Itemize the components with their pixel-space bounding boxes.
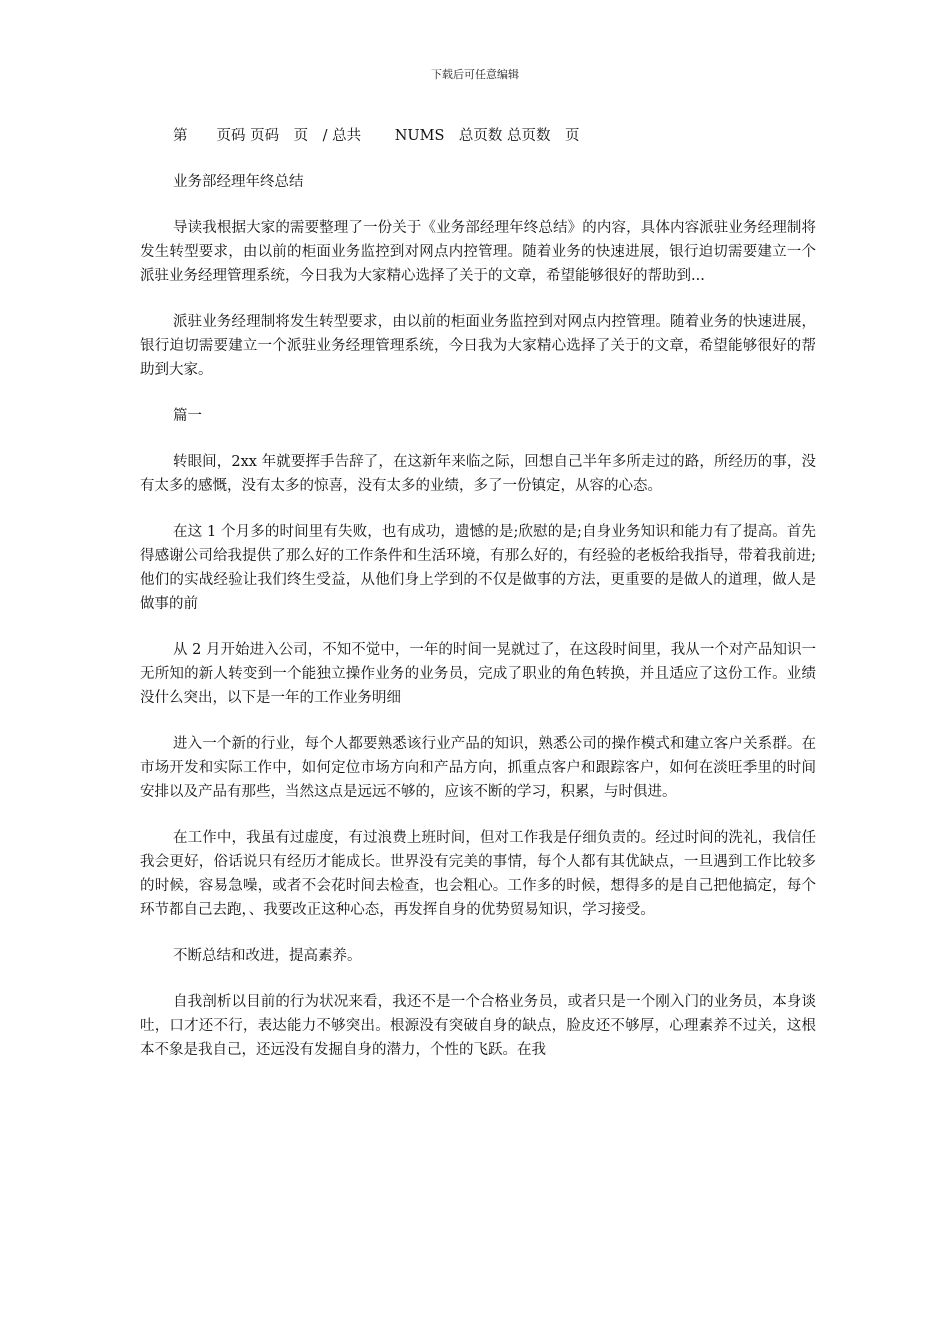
paragraph: 导读我根据大家的需要整理了一份关于《业务部经理年终总结》的内容，具体内容派驻业务经理制将发生转型要求，由以前的柜面业务监控到对网点内控管理。随着业务的快速进展，银行迫切需要建立一个派驻业务经理管理系统，今日我为大家精心选择了关于的文章，希望能够很好的帮助到... <box>140 220 816 284</box>
section-heading: 不断总结和改进，提高素养。 <box>173 948 362 964</box>
paragraph: 派驻业务经理制将发生转型要求，由以前的柜面业务监控到对网点内控管理。随着业务的快速进展，银行迫切需要建立一个派驻业务经理管理系统，今日我为大家精心选择了关于的文章，希望能够很好的帮助到大家。 <box>140 314 816 378</box>
document-title: 业务部经理年终总结 <box>173 174 304 190</box>
paragraph: 在工作中，我虽有过虚度，有过浪费上班时间，但对工作我是仔细负责的。经过时间的洗礼，我信任我会更好，俗话说只有经历才能成长。世界没有完美的事情，每个人都有其优缺点，一旦遇到工作比较多的时候，容易急噪，或者不会花时间去检查，也会粗心。工作多的时候，想得多的是自己把他搞定，每个环节都自己去跑，、我要改正这种心态，再发挥自身的优势贸易知识，学习接受。 <box>140 830 816 918</box>
paragraph: 自我剖析以目前的行为状况来看，我还不是一个合格业务员，或者只是一个刚入门的业务员，本身谈吐，口才还不行，表达能力不够突出。根源没有突破自身的缺点，脸皮还不够厚，心理素养不过关，这根本不象是我自己，还远没有发掘自身的潜力，个性的飞跃。在我 <box>140 994 816 1058</box>
paragraph: 转眼间，2xx 年就要挥手告辞了，在这新年来临之际，回想自己半年多所走过的路，所经历的事，没有太多的感慨，没有太多的惊喜，没有太多的业绩，多了一份镇定，从容的心态。 <box>140 454 816 494</box>
header-note: 下载后可任意编辑 <box>431 68 519 81</box>
section-heading: 篇一 <box>173 408 202 424</box>
page-counter: 第 页码 页码 页 / 总共 NUMS 总页数 总页数 页 <box>173 128 580 144</box>
paragraph: 在这 1 个月多的时间里有失败，也有成功，遗憾的是;欣慰的是;自身业务知识和能力有了提高。首先得感谢公司给我提供了那么好的工作条件和生活环境，有那么好的，有经验的老板给我指导，带着我前进;他们的实战经验让我们终生受益，从他们身上学到的不仅是做事的方法，更重要的是做人的道理，做人是做事的前 <box>140 524 816 612</box>
document-body <box>140 124 816 1084</box>
paragraph: 从 2 月开始进入公司，不知不觉中，一年的时间一晃就过了，在这段时间里，我从一个对产品知识一无所知的新人转变到一个能独立操作业务的业务员，完成了职业的角色转换，并且适应了这份工作。业绩没什么突出，以下是一年的工作业务明细 <box>140 642 816 706</box>
paragraph: 进入一个新的行业，每个人都要熟悉该行业产品的知识，熟悉公司的操作模式和建立客户关系群。在市场开发和实际工作中，如何定位市场方向和产品方向，抓重点客户和跟踪客户，如何在淡旺季里的时间安排以及产品有那些，当然这点是远远不够的，应该不断的学习，积累，与时俱进。 <box>140 736 816 800</box>
